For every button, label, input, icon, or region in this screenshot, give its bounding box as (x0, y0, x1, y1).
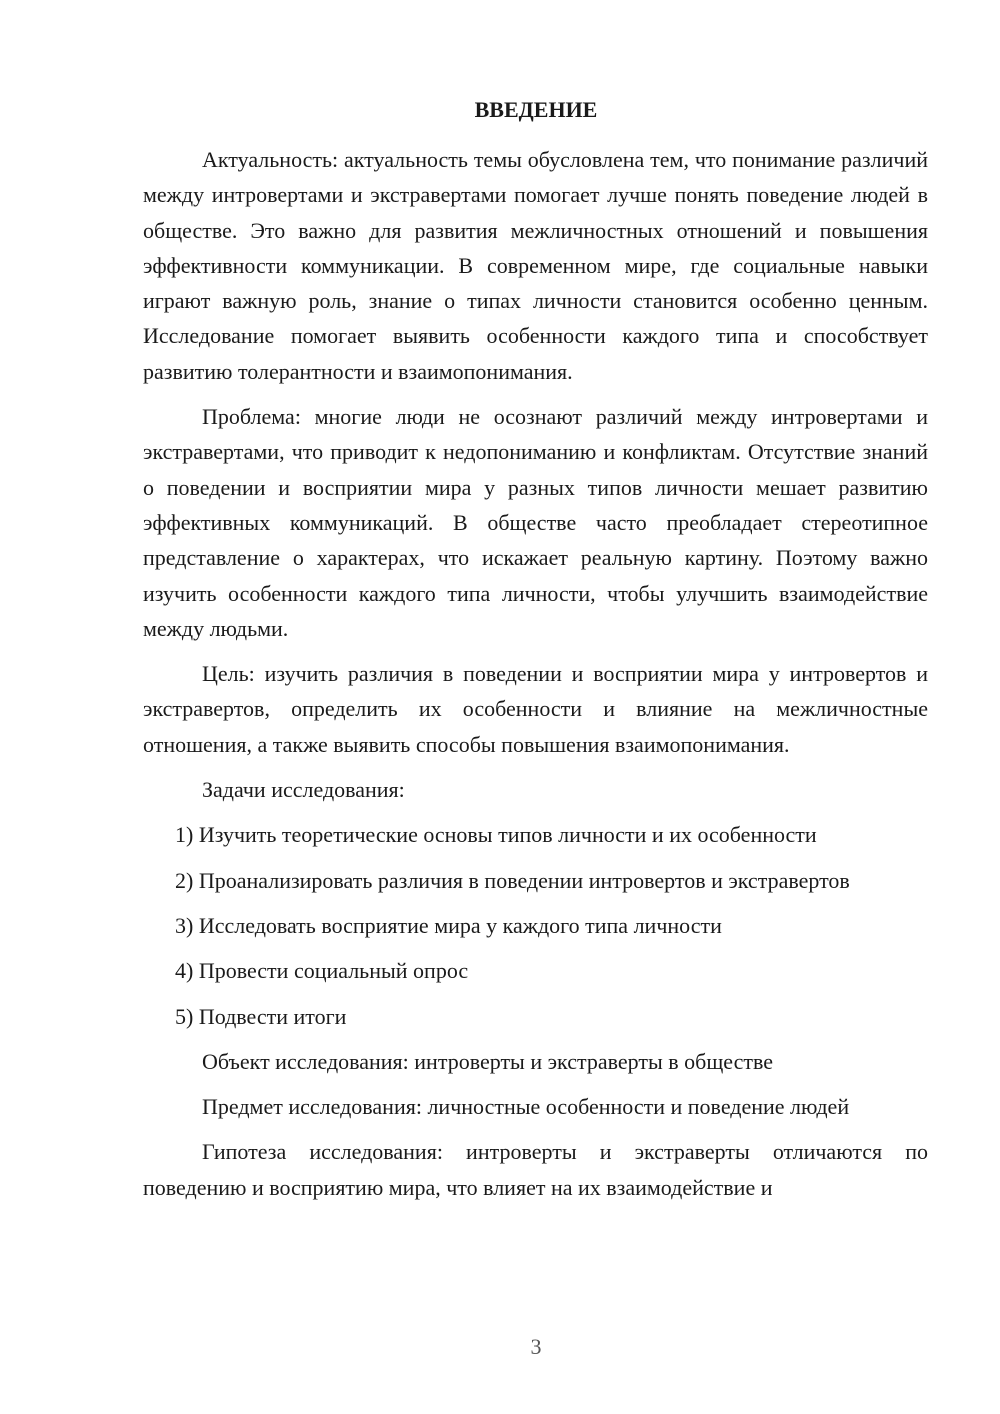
task-item: 4) Провести социальный опрос (175, 958, 469, 984)
page-number: 3 (530, 1334, 542, 1359)
task-item: 5) Подвести итоги (175, 1003, 347, 1029)
paragraph-relevance: Актуальность: актуальность темы обусловлена тем, что понимание различий между интровертами и экстравертами помогает лучше понять поведение людей в обществе. Это важно для развития межличностных отношений и повышения эффективности коммуникации. В современном мире, где социальные навыки играют важную роль, знание о типах личности становится особенно ценным. Исследование помогает выявить особенности каждого типа и способствует развитию толерантности и взаимопонимания. (143, 147, 928, 384)
page-title: ВВЕДЕНИЕ (474, 97, 598, 122)
tasks-heading: Задачи исследования: (202, 777, 405, 803)
task-item: 1) Изучить теоретические основы типов личности и их особенности (175, 822, 817, 848)
task-item: 3) Исследовать восприятие мира у каждого типа личности (175, 912, 722, 938)
paragraph-problem: Проблема: многие люди не осознают различий между интровертами и экстравертами, что приводит к недопониманию и конфликтам. Отсутствие знаний о поведении и восприятии мира у разных типов личности мешает развитию эффективных коммуникаций. В обществе часто преобладает стереотипное представление о характерах, что искажает реальную картину. Поэтому важно изучить особенности каждого типа личности, чтобы улучшить взаимодействие между людьми. (143, 404, 928, 641)
document-body (143, 142, 928, 1215)
paragraph-goal: Цель: изучить различия в поведении и восприятии мира у интровертов и экстравертов, определить их особенности и влияние на межличностные отношения, а также выявить способы повышения взаимопонимания. (143, 661, 928, 757)
research-hypothesis: Гипотеза исследования: интроверты и экстраверты отличаются по поведению и восприятию мира, что влияет на их взаимодействие и (143, 1139, 928, 1200)
research-subject: Предмет исследования: личностные особенности и поведение людей (202, 1094, 850, 1120)
research-object: Объект исследования: интроверты и экстраверты в обществе (202, 1048, 773, 1074)
task-item: 2) Проанализировать различия в поведении интровертов и экстравертов (175, 867, 850, 893)
